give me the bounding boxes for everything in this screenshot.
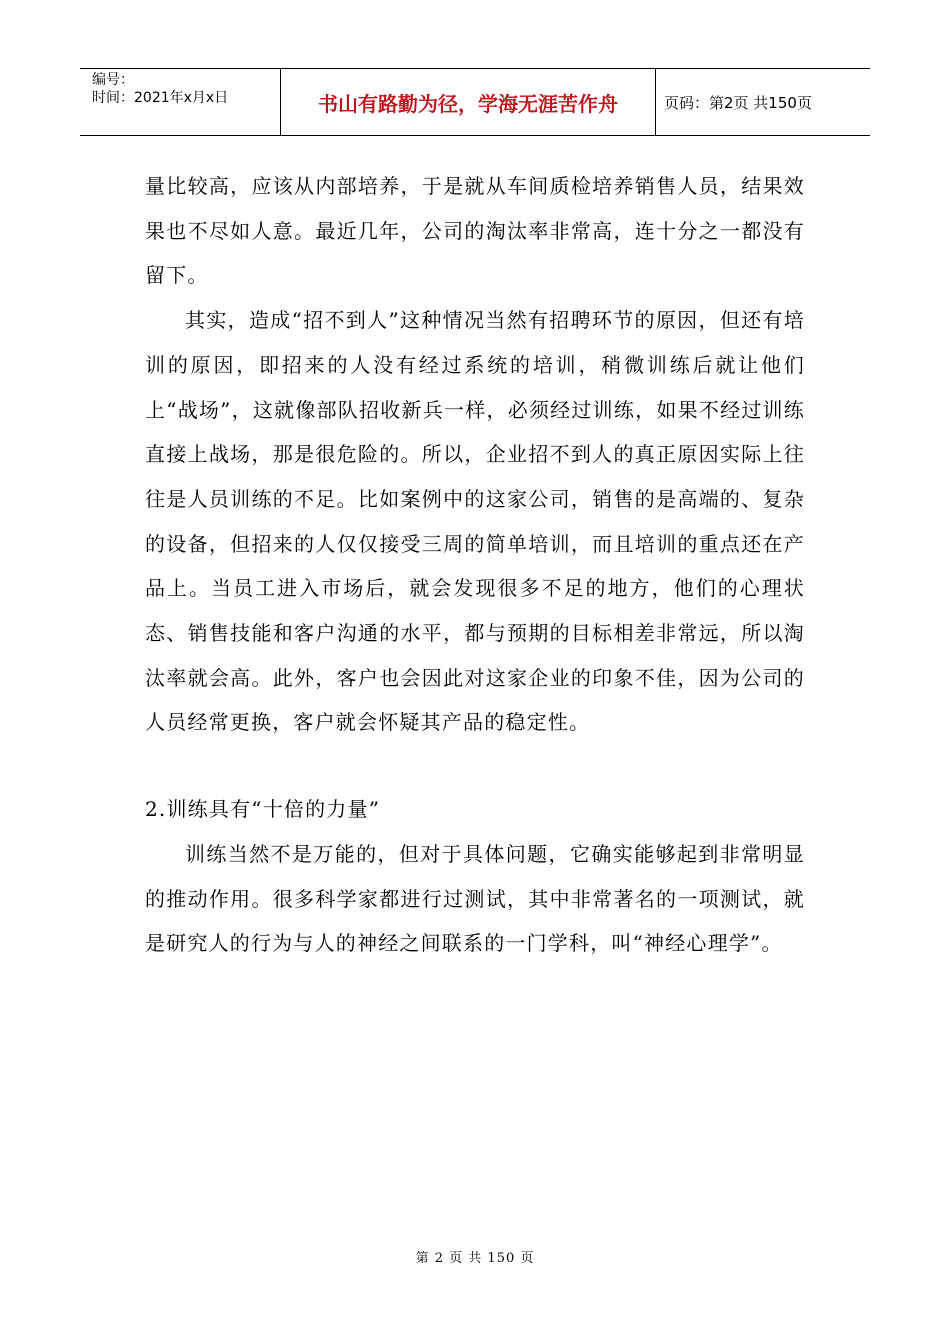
document-body [145,164,805,966]
header-page-label: 页码：第2页 共150页 [664,93,812,112]
paragraph-gap [145,745,805,787]
document-time-label: 时间：2021年x月x日 [92,90,229,106]
body-paragraph-2: 其实，造成“招不到人”这种情况当然有招聘环节的原因，但还有培训的原因，即招来的人没有经过系统的培训，稍微训练后就让他们上“战场”，这就像部队招收新兵一样，必须经过训练，如果不经过训练直接上战场，那是很危险的。所以，企业招不到人的真正原因实际上往往是人员训练的不足。比如案例中的这家公司，销售的是高端的、复杂的设备，但招来的人仅仅接受三周的简单培训，而且培训的重点还在产品上。当员工进入市场后，就会发现很多不足的地方，他们的心理状态、销售技能和客户沟通的水平，都与预期的目标相差非常远，所以淘汰率就会高。此外，客户也会因此对这家企业的印象不佳，因为公司的人员经常更换，客户就会怀疑其产品的稳定性。 [145,308,805,735]
page-footer: 第 2 页 共 150 页 [415,1251,535,1266]
header-meta [80,69,281,135]
section-heading: 2.训练具有“十倍的力量” [145,797,381,822]
body-paragraph-1: 量比较高，应该从内部培养，于是就从车间质检培养销售人员，结果效果也不尽如人意。最近几年，公司的淘汰率非常高，连十分之一都没有留下。 [145,174,805,288]
header-motto: 书山有路勤为径，学海无涯苦作舟 [281,69,656,135]
body-paragraph-3: 训练当然不是万能的，但对于具体问题，它确实能够起到非常明显的推动作用。很多科学家都进行过测试，其中非常著名的一项测试，就是研究人的行为与人的神经之间联系的一门学科，叫“神经心理学”。 [145,841,805,956]
document-number-label: 编号： [92,72,134,88]
page-header [80,68,870,136]
